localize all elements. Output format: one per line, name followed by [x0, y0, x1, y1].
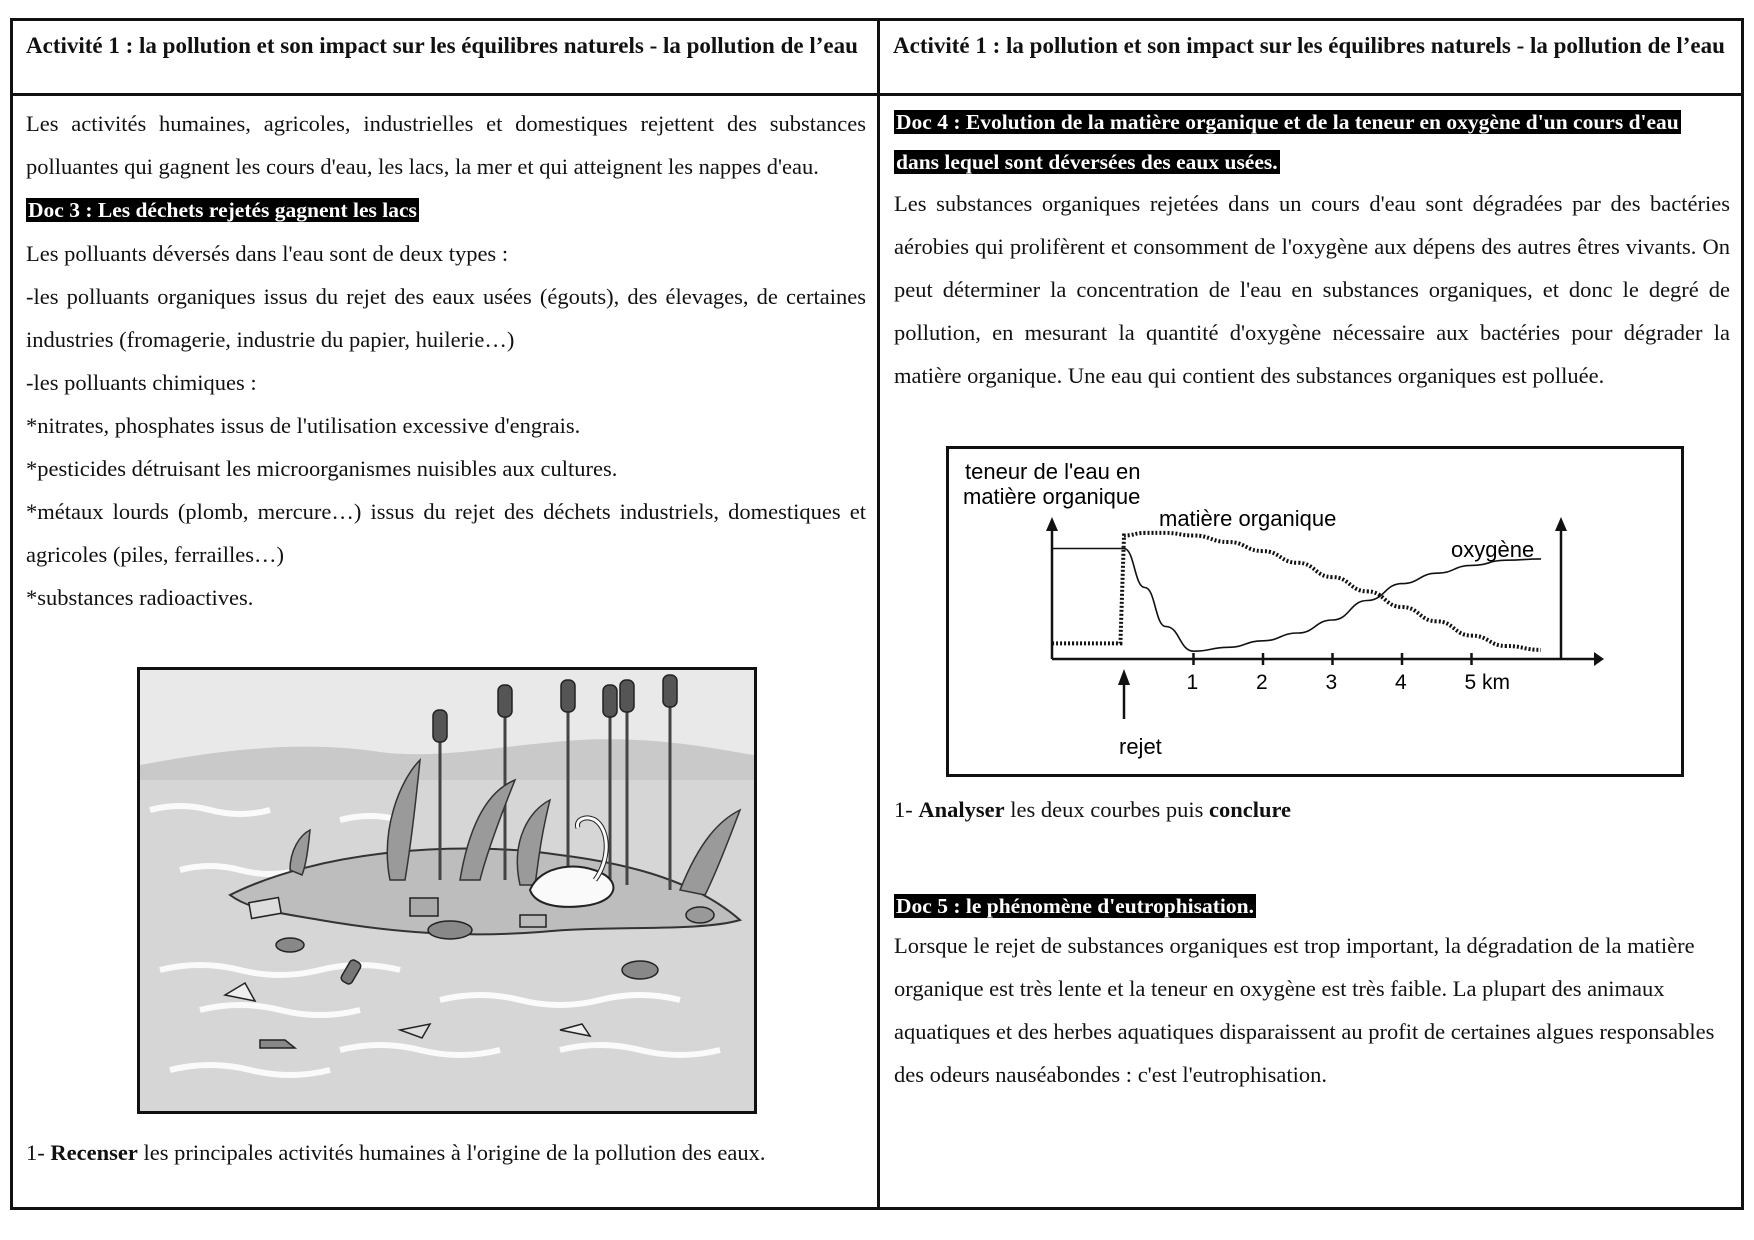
- types-intro: Les polluants déversés dans l'eau sont de deux types :: [26, 241, 509, 266]
- right-header: Activité 1 : la pollution et son impact sur les équilibres naturels - la pollution de l’eau: [877, 18, 1744, 96]
- ylabel-line1: teneur de l'eau en: [965, 459, 1141, 484]
- list-item: *métaux lourds (plomb, mercure…) issus du rejet des déchets industriels, domestiques et agricoles (piles, ferrailles…): [26, 499, 866, 567]
- x-tick-label: 4: [1395, 671, 1407, 694]
- list-item: *substances radioactives.: [26, 585, 254, 610]
- oxygen-organic-matter-chart: [946, 446, 1684, 777]
- y-axis-left-arrow: [1046, 517, 1058, 531]
- question-1-right: 1- Analyser les deux courbes puis conclure: [894, 797, 1292, 822]
- chemical-pollutants: -les polluants chimiques :: [26, 370, 257, 395]
- left-header: Activité 1 : la pollution et son impact sur les équilibres naturels - la pollution de l’eau: [10, 18, 880, 96]
- doc4-paragraph: Les substances organiques rejetées dans un cours d'eau sont dégradées par des bactéries aérobies qui prolifèrent et consomment de l'oxygène aux dépens des autres êtres vivants. On peut déterminer la concentration de l'eau en substances organiques, et donc le degré de pollution, en mesurant la quantité d'oxygène nécessaire aux bactéries pour dégrader la matière organique. Une eau qui contient des substances organiques est polluée.: [894, 191, 1730, 388]
- x-tick-label: 5 km: [1464, 671, 1511, 694]
- series-label-organic: matière organique: [1159, 506, 1337, 531]
- x-tick-label: 3: [1325, 671, 1338, 694]
- doc5-title: Doc 5 : le phénomène d'eutrophisation.: [896, 894, 1254, 918]
- list-item: *nitrates, phosphates issus de l'utilisation excessive d'engrais.: [26, 413, 581, 438]
- question-verb-conclure: conclure: [1208, 797, 1292, 822]
- lake-drawing: [140, 670, 754, 1111]
- question-verb: Recenser: [50, 1140, 138, 1165]
- doc4-title-line2: dans lequel sont déversées des eaux usées.: [896, 150, 1278, 174]
- right-column: [877, 18, 1744, 1210]
- doc3-title: Doc 3 : Les déchets rejetés gagnent les lacs: [28, 198, 417, 222]
- rejet-label: rejet: [1119, 734, 1162, 759]
- x-tick-label: 2: [1256, 671, 1268, 694]
- left-column: [10, 18, 880, 1210]
- rejet-arrow-head: [1118, 669, 1130, 685]
- organic-pollutants: -les polluants organiques issus du rejet des eaux usées (égouts), des élevages, de certaines industries (fromagerie, industrie du papier, huilerie…): [26, 284, 866, 352]
- question-1-left: 1- Recenser les principales activités humaines à l'origine de la pollution des eaux.: [26, 1140, 766, 1165]
- y-axis-right-arrow: [1555, 517, 1567, 531]
- question-verb-analyser: Analyser: [918, 797, 1005, 822]
- doc4-title-line1: Doc 4 : Evolution de la matière organique et de la teneur en oxygène d'un cours d'eau: [896, 110, 1679, 134]
- x-axis-arrow: [1594, 652, 1604, 666]
- lake-pollution-illustration: [137, 667, 757, 1114]
- x-tick-label: 1: [1186, 671, 1199, 694]
- ylabel-line2: matière organique: [963, 484, 1141, 509]
- chart-svg: [949, 449, 1681, 774]
- left-body: [26, 102, 866, 619]
- series-label-oxygen: oxygène: [1451, 537, 1535, 562]
- list-item: *pesticides détruisant les microorganismes nuisibles aux cultures.: [26, 456, 618, 481]
- doc5-paragraph: Lorsque le rejet de substances organiques est trop important, la dégradation de la matière organique est très lente et la teneur en oxygène est très faible. La plupart des animaux aquatiques et des herbes aquatiques disparaissent au profit de certaines algues responsables des odeurs nauséabondes : c'est l'eutrophisation.: [894, 933, 1715, 1087]
- doc5-section: [894, 888, 1722, 1096]
- intro-paragraph: Les activités humaines, agricoles, industrielles et domestiques rejettent des substances polluantes qui gagnent les cours d'eau, les lacs, la mer et qui atteignent les nappes d'eau.: [26, 111, 866, 179]
- right-body: [894, 102, 1730, 397]
